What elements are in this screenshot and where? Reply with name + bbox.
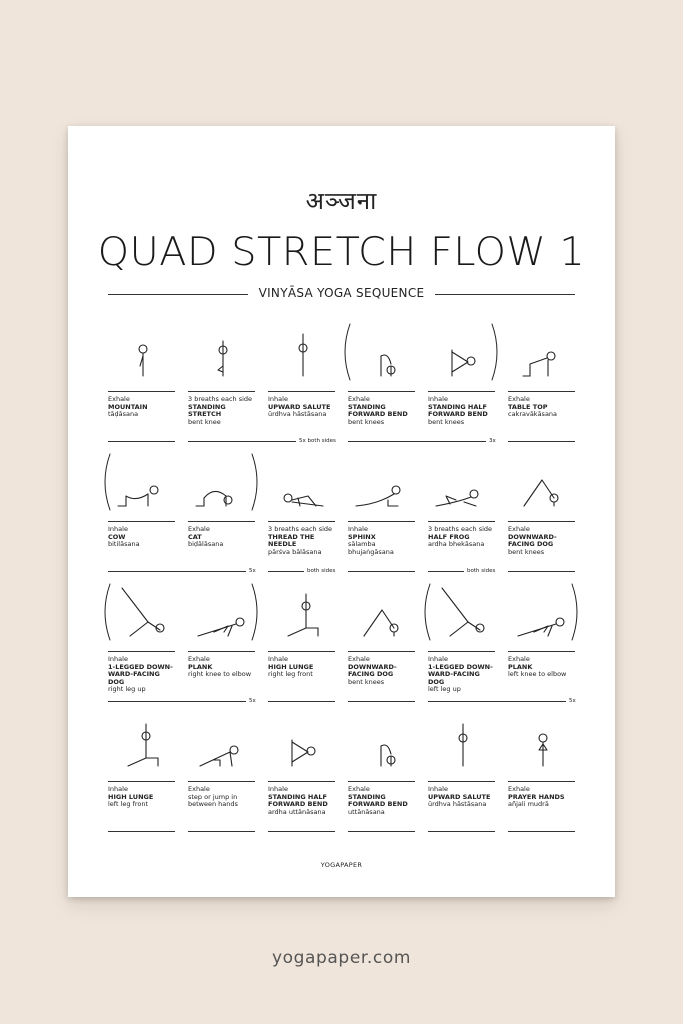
pose-sanskrit: right knee to elbow [188,670,252,678]
pose-breath: Exhale [108,395,130,403]
pose-name: UPWARD SALUTE [268,402,331,411]
pose-name: STANDING HALF FORWARD BEND [268,792,328,808]
pose-text [268,786,338,816]
pose-sanskrit: ardha bhekāsana [428,540,485,548]
pose-bottom-line [188,831,255,832]
pose-sanskrit: añjali mudrā [508,800,549,808]
pose-name: PLANK [508,662,533,671]
pose-sanskrit: sālamba bhujaṅgāsana [348,540,394,556]
pose-text [428,396,498,426]
repeat-line [108,571,246,572]
pose-bottom-line [268,831,335,832]
pose-divider [428,781,495,782]
pose-bottom-line [348,701,415,702]
pose-divider [348,521,415,522]
repeat-label: 5x both sides [299,437,336,444]
high-lunge-figure-icon [108,716,178,781]
one-legged-dog-figure-icon [428,586,498,651]
standing-figure-icon [108,326,178,391]
one-legged-dog-figure-icon [108,586,178,651]
repeat-line [108,701,246,702]
pose-name: STANDING STRETCH [188,402,226,418]
pose-sanskrit: bent knee [188,417,221,426]
pose-bottom-line [428,831,495,832]
pose-text [108,396,178,419]
poster [68,126,615,897]
pose-breath: Inhale [268,785,288,793]
pose-text [428,656,498,694]
pose-name: PRAYER HANDS [508,792,565,801]
pose-divider [268,521,335,522]
group-close-paren-icon [250,452,262,516]
pose-divider [188,651,255,652]
pose-name: UPWARD SALUTE [428,792,491,801]
pose-name: STANDING FORWARD BEND [348,402,408,418]
pose-name: MOUNTAIN [108,402,148,411]
pose-breath: Exhale [188,655,210,663]
pose-breath: Inhale [108,525,128,533]
pose-sanskrit: cakravākāsana [508,410,558,418]
pose-sanskrit: biḍālāsana [188,540,224,548]
downward-dog-figure-icon [508,456,578,521]
pose-name: HIGH LUNGE [268,662,314,671]
pose-name: 1-LEGGED DOWN-WARD-FACING DOG [428,662,493,686]
pose-name: TABLE TOP [508,402,548,411]
group-close-paren-icon [490,322,502,386]
upward-salute-figure-icon [268,326,338,391]
pose-text [268,656,338,679]
pose-divider [428,391,495,392]
pose-divider [108,781,175,782]
pose-divider [108,651,175,652]
pose-text [188,396,258,426]
pose-name: DOWNWARD-FACING DOG [508,532,557,548]
pose-breath: 3 breaths each side [268,525,333,533]
pose-bottom-line [108,441,175,442]
pose-name: 1-LEGGED DOWN-WARD-FACING DOG [108,662,173,686]
pose-name: PLANK [188,662,213,671]
half-forward-bend-figure-icon [268,716,338,781]
pose-sanskrit: bitilāsana [108,540,140,548]
pose-text [188,526,258,549]
poster-footer: YOGAPAPER [320,861,363,869]
pose-breath: Exhale [348,785,370,793]
pose-name: STANDING HALF FORWARD BEND [428,402,488,418]
forward-bend-figure-icon [348,326,418,391]
sphinx-figure-icon [348,456,418,521]
repeat-line [188,441,296,442]
repeat-label: both sides [467,567,496,574]
group-close-paren-icon [570,582,582,646]
pose-text [508,656,578,679]
pose-breath: Exhale [508,655,530,663]
repeat-label: both sides [307,567,336,574]
pose-divider [188,391,255,392]
pose-divider [508,781,575,782]
pose-text [508,786,578,809]
pose-divider [268,781,335,782]
repeat-label: 5x [569,697,576,704]
pose-name: STANDING FORWARD BEND [348,792,408,808]
pose-name: HIGH LUNGE [108,792,154,801]
pose-divider [348,391,415,392]
pose-sanskrit: left leg up [428,685,461,693]
upward-salute-figure-icon [428,716,498,781]
prayer-hands-figure-icon [508,716,578,781]
pose-sanskrit: ūrdhva hāstāsana [428,800,487,808]
pose-name: HALF FROG [428,532,470,541]
pose-divider [188,781,255,782]
pose-breath: Exhale [508,785,530,793]
plank-knee-figure-icon [188,586,258,651]
pose-divider [108,391,175,392]
pose-divider [108,521,175,522]
pose-sanskrit: pārśva bālāsana [268,547,322,556]
pose-breath: Inhale [348,525,368,533]
pose-divider [508,521,575,522]
poster-subtitle: VINYĀSA YOGA SEQUENCE [258,286,425,300]
pose-sanskrit: bent knees [508,547,545,556]
pose-text [188,656,258,679]
plank-knee-figure-icon [508,586,578,651]
pose-breath: Inhale [108,785,128,793]
pose-bottom-line [348,571,415,572]
pose-sanskrit: left knee to elbow [508,670,567,678]
cow-figure-icon [108,456,178,521]
poster-title: QUAD STRETCH FLOW 1 [97,230,586,275]
pose-name: DOWNWARD-FACING DOG [348,662,397,678]
pose-divider [348,651,415,652]
repeat-label: 5x [249,567,256,574]
pose-sanskrit: left leg front [108,800,149,808]
high-lunge-figure-icon [268,586,338,651]
group-open-paren-icon [100,452,112,516]
thread-needle-figure-icon [268,456,338,521]
repeat-label: 5x [249,697,256,704]
divider [435,294,575,295]
pose-divider [508,651,575,652]
repeat-line [348,441,486,442]
pose-sanskrit: bent knees [348,677,385,686]
pose-divider [268,391,335,392]
pose-text [188,786,258,809]
step-forward-figure-icon [188,716,258,781]
group-close-paren-icon [250,582,262,646]
pose-text [348,786,418,816]
subtitle-row [108,286,575,304]
pose-breath: Exhale [508,395,530,403]
pose-sanskrit: bent knees [348,417,385,426]
pose-bottom-line [508,831,575,832]
pose-breath: Exhale [348,655,370,663]
pose-name: SPHINX [348,532,376,541]
pose-text [348,656,418,686]
pose-text [108,786,178,809]
repeat-line [428,701,566,702]
pose-text [348,526,418,556]
pose-breath: Inhale [428,785,448,793]
pose-name: THREAD THE NEEDLE [268,532,315,548]
pose-divider [428,521,495,522]
pose-breath: Inhale [268,395,288,403]
pose-sanskrit: right leg up [108,685,146,693]
pose-sanskrit: uttānāsana [348,807,385,816]
pose-divider [268,651,335,652]
pose-text [268,396,338,419]
pose-divider [188,521,255,522]
forward-bend-figure-icon [348,716,418,781]
pose-breath: Exhale [508,525,530,533]
pose-sanskrit: ūrdhva hāstāsana [268,410,327,418]
pose-breath: Exhale [188,785,210,793]
pose-breath: Exhale [348,395,370,403]
group-open-paren-icon [420,582,432,646]
cat-figure-icon [188,456,258,521]
downward-dog-figure-icon [348,586,418,651]
pose-sanskrit: tāḍāsana [108,410,139,418]
pose-sanskrit: ardha uttānāsana [268,807,326,816]
pose-text [268,526,338,556]
group-open-paren-icon [100,582,112,646]
pose-bottom-line [108,831,175,832]
pose-bottom-line [508,571,575,572]
pose-name: COW [108,532,126,541]
repeat-line [428,571,464,572]
group-open-paren-icon [340,322,352,386]
pose-divider [508,391,575,392]
pose-text [508,526,578,556]
pose-divider [428,651,495,652]
pose-text [508,396,578,419]
pose-breath: Inhale [268,655,288,663]
pose-text [108,656,178,694]
pose-breath: Inhale [428,395,448,403]
pose-sanskrit: right leg front [268,670,313,678]
pose-bottom-line [268,701,335,702]
repeat-line [268,571,304,572]
standing-stretch-figure-icon [188,326,258,391]
pose-text [108,526,178,549]
site-url[interactable]: yogapaper.com [271,948,412,968]
half-forward-bend-figure-icon [428,326,498,391]
pose-breath: Exhale [188,525,210,533]
half-frog-figure-icon [428,456,498,521]
pose-bottom-line [348,831,415,832]
pose-sanskrit: bent knees [428,417,465,426]
pose-bottom-line [508,441,575,442]
pose-breath: 3 breaths each side [428,525,493,533]
pose-breath: Inhale [428,655,448,663]
pose-name: CAT [188,532,202,541]
devanagari-heading: अञ्जना [305,187,378,215]
pose-sanskrit: step or jump in between hands [188,792,238,808]
pose-divider [348,781,415,782]
pose-text [348,396,418,426]
pose-text [428,786,498,809]
table-top-figure-icon [508,326,578,391]
pose-breath: 3 breaths each side [188,395,253,403]
repeat-label: 3x [489,437,496,444]
pose-text [428,526,498,549]
pose-breath: Inhale [108,655,128,663]
